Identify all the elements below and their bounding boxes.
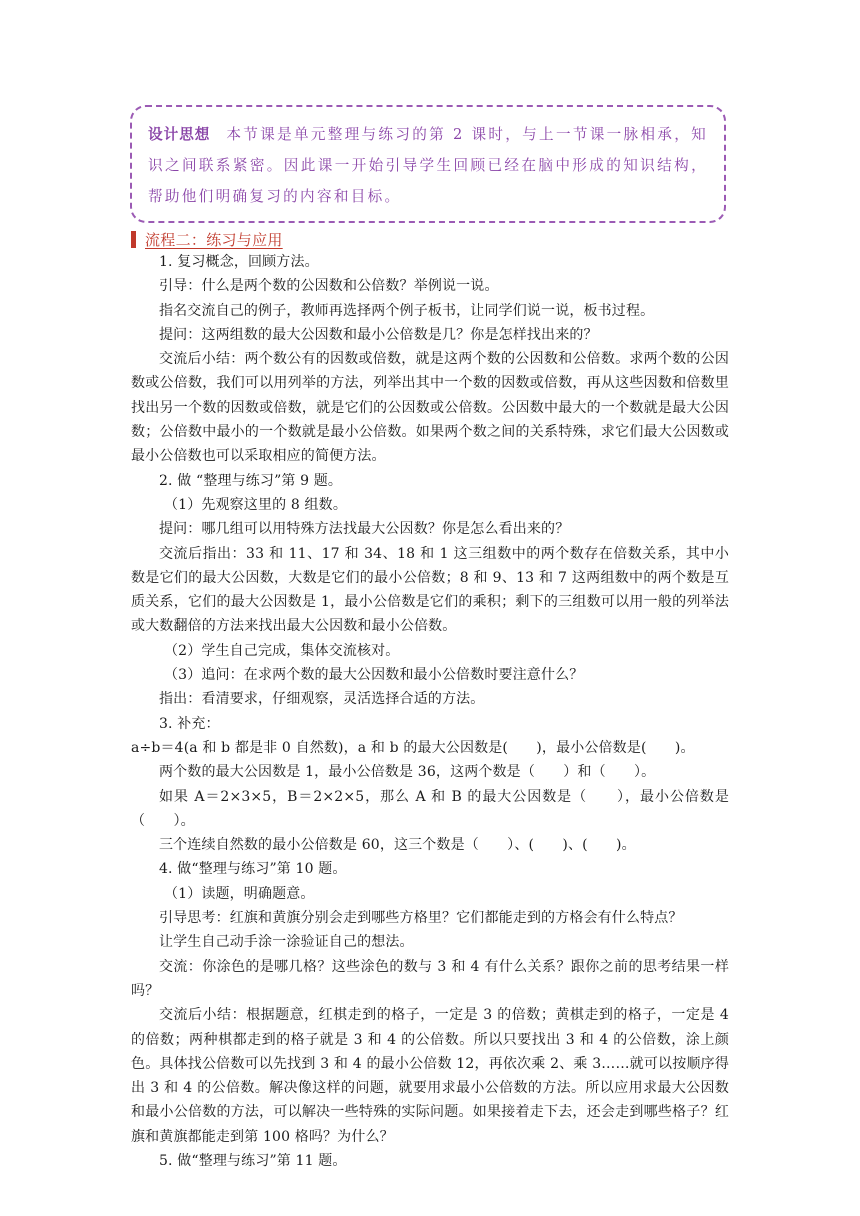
design-idea-label: 设计思想 (148, 126, 211, 143)
paragraph: 4. 做“整理与练习”第 10 题。 (159, 861, 347, 878)
design-idea-text (148, 119, 708, 212)
paragraph: 三个连续自然数的最小公倍数是 60，这三个数是（ ）、( )、( )。 (159, 837, 636, 854)
paragraph: （1）读题，明确题意。 (164, 885, 315, 902)
paragraph: （1）先观察这里的 8 组数。 (164, 496, 347, 513)
paragraph: （3）追问：在求两个数的最大公因数和最小公倍数时要注意什么？ (164, 667, 584, 684)
paragraph: 引导思考：红旗和黄旗分别会走到哪些方格里？它们都能走到的方格会有什么特点？ (159, 910, 683, 927)
paragraph: 引导：什么是两个数的公因数和公倍数？举例说一说。 (159, 278, 499, 295)
paragraph: 指名交流自己的例子，教师再选择两个例子板书，让同学们说一说，板书过程。 (159, 302, 655, 319)
paragraph: 交流后指出：33 和 11、17 和 34、18 和 1 这三组数中的两个数存在倍数关系，其中小数是它们的最大公因数，大数是它们的最小公倍数；8 和 9、13 和 7 这两组数中的两个数是互质关系，它们的最大公因数是 1，最小公倍数是它们的乘积；剩下的三组数可以用一般的列举法或大数翻倍的方法来找出最大公因数和最小公倍数。 (131, 545, 729, 635)
paragraph: 两个数的最大公因数是 1，最小公倍数是 36，这两个数是（ ）和（ ）。 (159, 764, 656, 781)
paragraph: 如果 A＝2×3×5，B＝2×2×5，那么 A 和 B 的最大公因数是（ ），最小公倍数是（ ）。 (131, 788, 729, 829)
paragraph: 3. 补充： (159, 715, 220, 732)
paragraph: 交流后小结：根据题意，红棋走到的格子，一定是 3 的倍数；黄棋走到的格子，一定是 4 的倍数；两种棋都走到的格子就是 3 和 4 的公倍数。所以只要找出 3 和 4 的公倍数，涂上颜色。具体找公倍数可以先找到 3 和 4 的最小公倍数 12，再依次乘 2、乘 3……就可以按顺序得出 3 和 4 的公倍数。解决像这样的问题，就要用求最小公倍数的方法。所以应用求最大公因数和最小公倍数的方法，可以解决一些特殊的实际问题。如果接着走下去，还会走到哪些格子？红旗和黄旗都能走到第 100 格吗？为什么？ (131, 1007, 729, 1145)
section-heading (131, 229, 283, 249)
design-idea-box (130, 105, 726, 223)
paragraph: 1. 复习概念，回顾方法。 (159, 254, 319, 270)
paragraph: 5. 做“整理与练习”第 11 题。 (159, 1152, 347, 1169)
paragraph: 提问：哪几组可以用特殊方法找最大公因数？你是怎么看出来的？ (159, 521, 570, 538)
paragraph: a÷b＝4(a 和 b 都是非 0 自然数)，a 和 b 的最大公因数是( )，最小公倍数是( )。 (131, 739, 695, 756)
paragraph: 交流后小结：两个数公有的因数或倍数，就是这两个数的公因数和公倍数。求两个数的公因数或公倍数，我们可以用列举的方法，列举出其中一个数的因数或倍数，再从这些因数和倍数里找出另一个数的因数或倍数，就是它们的公因数或公倍数。公因数中最大的一个数就是最大公因数；公倍数中最小的一个数就是最小公倍数。如果两个数之间的关系特殊，求它们最大公因数或最小公倍数也可以采取相应的简便方法。 (131, 351, 729, 465)
section-marker-bar (131, 231, 136, 248)
design-idea-body: 本节课是单元整理与练习的第 2 课时，与上一节课一脉相承，知识之间联系紧密。因此课一开始引导学生回顾已经在脑中形成的知识结构，帮助他们明确复习的内容和目标。 (148, 126, 708, 205)
lesson-content (131, 250, 729, 1173)
paragraph: （2）学生自己完成，集体交流核对。 (164, 642, 400, 659)
paragraph: 2. 做 “整理与练习”第 9 题。 (159, 472, 343, 489)
paragraph: 交流：你涂色的是哪几格？这些涂色的数与 3 和 4 有什么关系？跟你之前的思考结果一样吗？ (131, 958, 729, 999)
section-title: 流程二：练习与应用 (145, 230, 283, 249)
paragraph: 让学生自己动手涂一涂验证自己的想法。 (159, 934, 414, 951)
paragraph: 提问：这两组数的最大公因数和最小公倍数是几？你是怎样找出来的？ (159, 326, 598, 343)
paragraph: 指出：看清要求，仔细观察，灵活选择合适的方法。 (159, 691, 485, 708)
